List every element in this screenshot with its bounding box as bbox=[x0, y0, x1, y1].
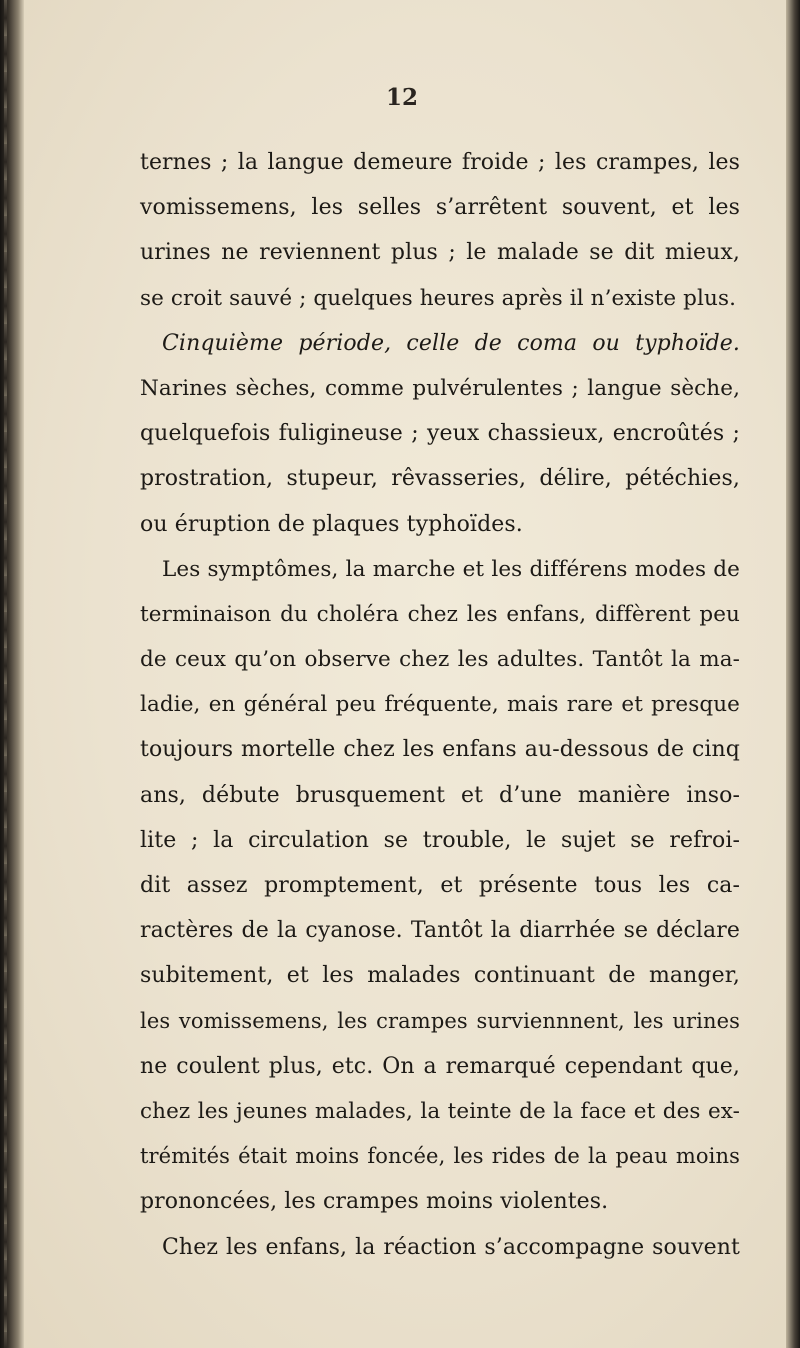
paragraph-start-line: Chez les enfans, la réaction s’accompagne souvent bbox=[162, 1234, 740, 1260]
text-line: ractères de la cyanose. Tantôt la diarrhée se déclare bbox=[140, 918, 740, 944]
text-line: dit assez promptement, et présente tous les ca- bbox=[140, 873, 740, 898]
text-line: ternes ; la langue demeure froide ; les crampes, les bbox=[140, 150, 740, 175]
text-line: Narines sèches, comme pulvérulentes ; langue sèche, bbox=[140, 375, 740, 401]
text-line: terminaison du choléra chez les enfans, diffèrent peu bbox=[140, 601, 740, 627]
text-line: les vomissemens, les crampes surviennnent, les urines bbox=[140, 1008, 740, 1033]
page-binding-edge bbox=[0, 0, 24, 1348]
text-line: se croit sauvé ; quelques heures après il n’existe plus. bbox=[140, 285, 737, 311]
page-fore-edge bbox=[786, 0, 800, 1348]
body-text bbox=[140, 140, 740, 1270]
text-line: ladie, en général peu fréquente, mais rare et presque bbox=[140, 692, 740, 718]
paragraph-start-line: Les symptômes, la marche et les différens modes de bbox=[162, 556, 740, 582]
text-line: toujours mortelle chez les enfans au-dessous de cinq bbox=[140, 737, 740, 763]
text-line: quelquefois fuligineuse ; yeux chassieux, encroûtés ; bbox=[140, 421, 740, 447]
text-line: trémités était moins foncée, les rides de la peau moins bbox=[140, 1144, 740, 1169]
text-line: ne coulent plus, etc. On a remarqué cependant que, bbox=[140, 1053, 740, 1079]
text-line: chez les jeunes malades, la teinte de la face et des ex- bbox=[140, 1098, 740, 1124]
text-line: prononcées, les crampes moins violentes. bbox=[140, 1189, 609, 1215]
text-line: ou éruption de plaques typhoïdes. bbox=[140, 511, 523, 537]
text-line: urines ne reviennent plus ; le malade se dit mieux, bbox=[140, 240, 740, 266]
text-line: de ceux qu’on observe chez les adultes. Tantôt la ma- bbox=[140, 647, 740, 673]
section-heading-line: Cinquième période, celle de coma ou typhoïde. bbox=[162, 330, 740, 356]
text-line: lite ; la circulation se trouble, le sujet se refroi- bbox=[140, 827, 740, 853]
page-number: 12 bbox=[385, 84, 418, 111]
text-line: vomissemens, les selles s’arrêtent souvent, et les bbox=[140, 195, 740, 221]
text-line: prostration, stupeur, rêvasseries, délire, pétéchies, bbox=[140, 466, 740, 492]
text-line: subitement, et les malades continuant de manger, bbox=[140, 963, 740, 989]
text-line: ans, débute brusquement et d’une manière inso- bbox=[140, 782, 740, 808]
